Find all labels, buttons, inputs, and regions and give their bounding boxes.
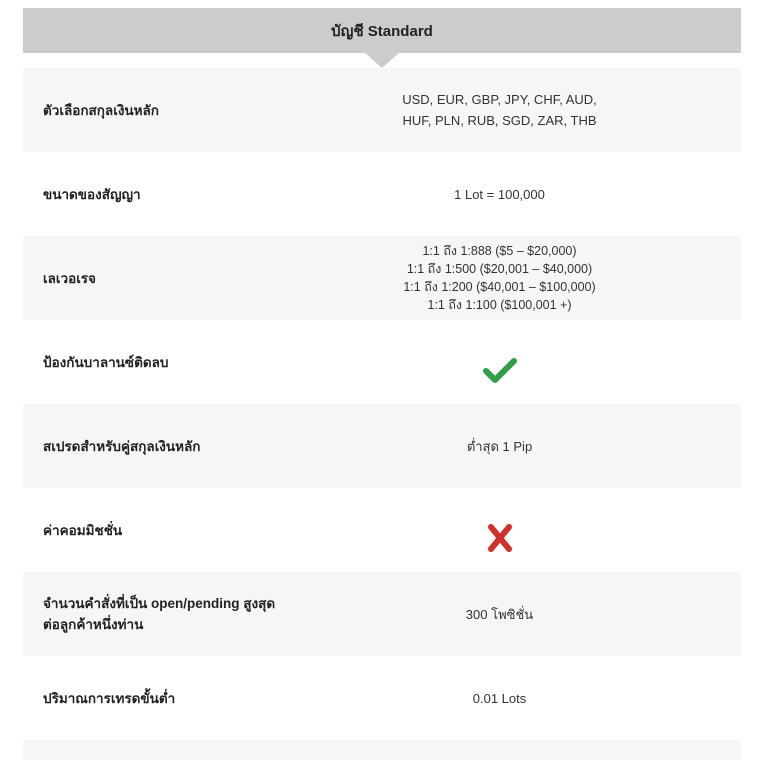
cross-icon [483, 524, 517, 552]
row-value: 1:1 ถึง 1:888 ($5 – $20,000) 1:1 ถึง 1:500 ($20,001 – $40,000) 1:1 ถึง 1:200 ($40,001 – $100,000) 1:1 ถึง 1:100 ($100,001 +) [403, 244, 596, 312]
row-contract-size [23, 152, 741, 236]
row-base-currency [23, 68, 741, 152]
row-label: ป้องกันบาลานซ์ติดลบ [43, 354, 169, 370]
row-value: 300 โพซิชั่น [465, 606, 534, 622]
row-leverage [23, 236, 741, 320]
row-negative-balance-protection [23, 320, 741, 404]
row-value [328, 335, 741, 390]
row-label: สเปรดสำหรับคู่สกุลเงินหลัก [43, 438, 201, 454]
cross-icon-path [491, 527, 509, 549]
check-icon-path [486, 361, 514, 380]
row-label: ขนาดของสัญญา [43, 186, 141, 202]
row-label: ค่าคอมมิชชั่น [43, 522, 123, 538]
row-value: 1 Lot = 100,000 [454, 186, 545, 202]
table-header-title: บัญชี Standard [331, 23, 433, 40]
row-value: ต่ำสุด 1 Pip [466, 438, 533, 454]
row-commission [23, 488, 741, 572]
row-max-open-orders [23, 572, 741, 656]
row-value: 0.01 Lots [472, 690, 527, 706]
account-table [23, 8, 741, 760]
table-header [23, 8, 741, 53]
row-label: ตัวเลือกสกุลเงินหลัก [43, 102, 159, 118]
row-value [328, 503, 741, 558]
next-row-partial [23, 740, 741, 760]
row-value: USD, EUR, GBP, JPY, CHF, AUD, HUF, PLN, RUB, SGD, ZAR, THB [402, 92, 597, 128]
row-label: จำนวนคำสั่งที่เป็น open/pending สูงสุด ต่อลูกค้าหนึ่งท่าน [43, 596, 276, 632]
row-label: เลเวอเรจ [43, 270, 96, 286]
check-icon [483, 356, 517, 384]
row-major-pairs-spread [23, 404, 741, 488]
row-min-trade-volume [23, 656, 741, 740]
row-label: ปริมาณการเทรดขั้นต่ำ [43, 690, 176, 706]
header-pointer-arrow [365, 53, 399, 68]
